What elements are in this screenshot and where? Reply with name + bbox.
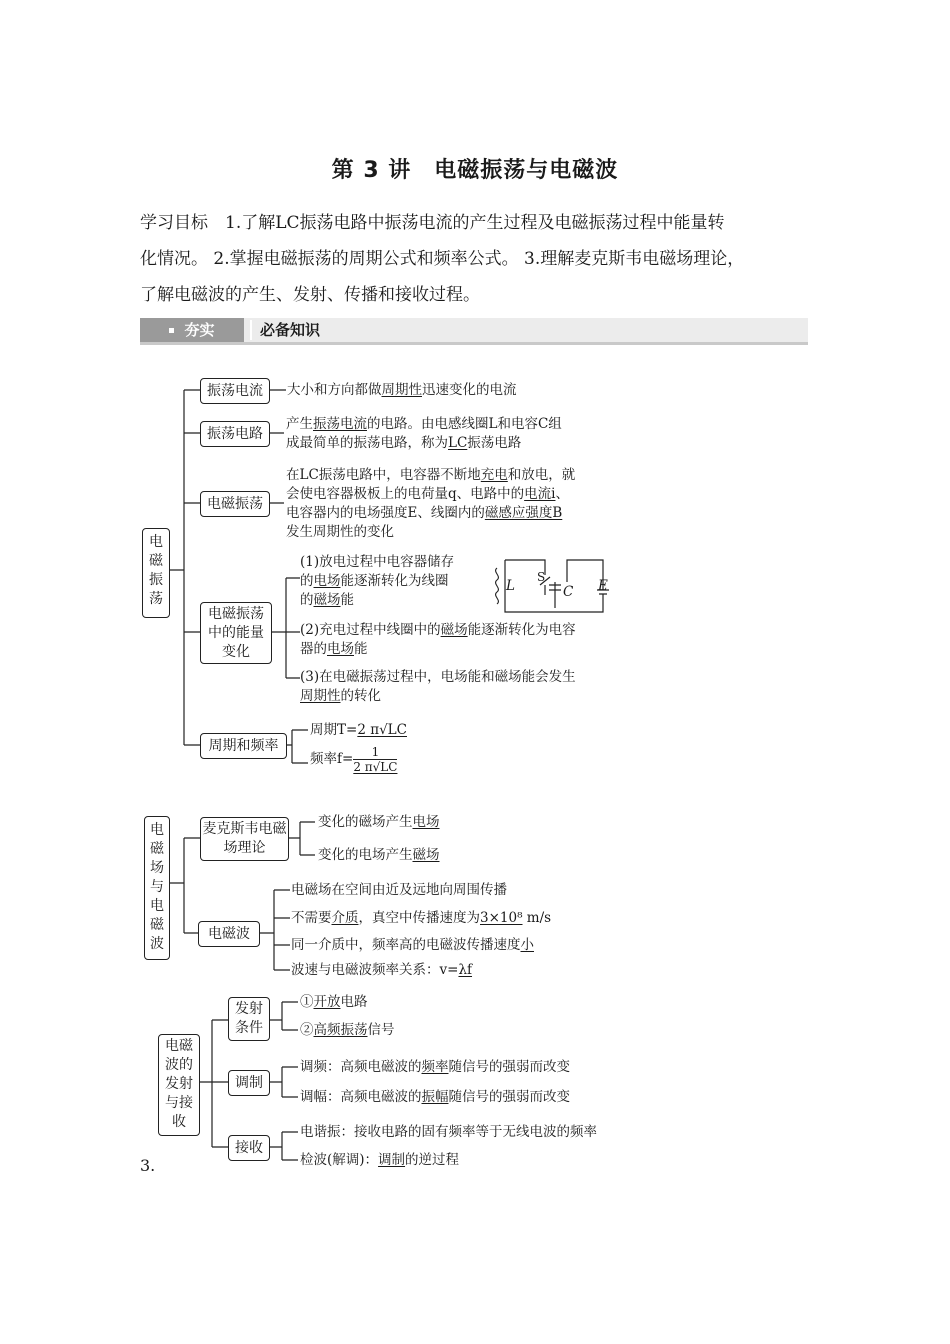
node-label: 电磁振荡 <box>207 495 263 512</box>
node-label: 电磁波 <box>208 925 250 942</box>
wave-branch-1: 电磁场在空间由近及远地向周围传播 <box>291 882 507 898</box>
map1-root <box>142 528 170 618</box>
frequency-fraction: $\frac{1}{2 \pi√LC}$ <box>353 745 398 774</box>
banner-tag-text: 夯实 <box>184 321 215 339</box>
banner-label: 必备知识 <box>260 321 321 339</box>
node-label: 电磁振荡中的能量变化 <box>208 605 264 660</box>
reception-resonance: 电谐振：接收电路的固有频率等于无线电波的频率 <box>300 1124 597 1140</box>
map3-root <box>158 1034 200 1136</box>
map2-root-label: 电磁场与电磁波 <box>150 822 164 952</box>
map2-root <box>144 816 170 960</box>
modulation-fm: 调频：高频电磁波的频率随信号的强弱而改变 <box>300 1059 570 1075</box>
node-label: 振荡电流 <box>207 382 263 399</box>
goals-line: 了解电磁波的产生、发射、传播和接收过程。 <box>140 285 480 305</box>
node-oscillating-circuit <box>200 421 270 447</box>
node-label: 周期和频率 <box>208 737 279 754</box>
maxwell-branch-2: 变化的电场产生磁场 <box>318 847 440 863</box>
em-oscillation-desc: 在LC振荡电路中，电容器不断地充电和放电，就 会使电容器极板上的电荷量q、电路中的电流i、 电容器内的电场强度E、线圈内的磁感应强度B 发生周期性的变化 <box>286 467 576 540</box>
node-maxwell-theory <box>200 817 289 861</box>
node-period-frequency <box>200 733 287 759</box>
node-label: 调制 <box>235 1074 263 1091</box>
page-title: 第 3 讲 电磁振荡与电磁波 <box>331 158 619 183</box>
frequency-formula: 频率f= $\frac{1}{2 \pi√LC}$ <box>310 745 398 774</box>
wave-branch-2: 不需要介质，真空中传播速度为3×10⁸ m/s <box>291 910 552 926</box>
circuit-label-E: E <box>598 578 608 594</box>
period-formula: 周期T=2 π√LC <box>310 722 407 738</box>
map1-root-label: 电磁振荡 <box>149 534 163 607</box>
node-label: 发射条件 <box>235 1001 263 1036</box>
reception-demodulation: 检波(解调)：调制的逆过程 <box>300 1152 460 1168</box>
wave-branch-3: 同一介质中，频率高的电磁波传播速度小 <box>291 937 534 953</box>
node-launch-conditions <box>228 997 270 1041</box>
page-number: 3. <box>140 1156 156 1175</box>
node-label: 麦克斯韦电磁场理论 <box>202 821 287 856</box>
energy-item-1: (1)放电过程中电容器储存 的电场能逐渐转化为线圈 的磁场能 <box>300 554 455 608</box>
circuit-label-L: L <box>506 578 515 594</box>
node-label: 接收 <box>235 1139 263 1156</box>
energy-item-2: (2)充电过程中线圈中的磁场能逐渐转化为电容 器的电场能 <box>300 622 576 657</box>
map3-root-label: 电磁波的发射与接收 <box>165 1038 193 1130</box>
oscillating-current-desc: 大小和方向都做周期性迅速变化的电流 <box>287 382 517 398</box>
launch-branch-1: ①开放电路 <box>300 994 368 1010</box>
wave-branch-4: 波速与电磁波频率关系：v=λf <box>291 962 473 978</box>
launch-branch-2: ②高频振荡信号 <box>300 1022 395 1038</box>
circuit-label-C: C <box>563 584 574 600</box>
oscillating-circuit-desc: 产生振荡电流的电路。由电感线圈L和电容C组 成最简单的振荡电路，称为LC振荡电路 <box>286 416 562 451</box>
circuit-label-S: S <box>537 570 546 584</box>
node-em-oscillation <box>200 491 270 517</box>
node-label: 振荡电路 <box>207 425 263 442</box>
goals-line: 学习目标 1.了解LC振荡电路中振荡电流的产生过程及电磁振荡过程中能量转 <box>140 213 725 233</box>
node-oscillating-current <box>200 378 270 404</box>
maxwell-branch-1: 变化的磁场产生电场 <box>318 814 440 830</box>
node-reception <box>228 1135 270 1161</box>
modulation-am: 调幅：高频电磁波的振幅随信号的强弱而改变 <box>300 1089 570 1105</box>
node-energy-change <box>200 602 272 664</box>
energy-item-3: (3)在电磁振荡过程中，电场能和磁场能会发生 周期性的转化 <box>300 669 576 704</box>
node-modulation <box>228 1070 270 1096</box>
goals-line: 化情况。 2.掌握电磁振荡的周期公式和频率公式。 3.理解麦克斯韦电磁场理论， <box>140 249 745 269</box>
node-em-wave <box>198 921 260 947</box>
